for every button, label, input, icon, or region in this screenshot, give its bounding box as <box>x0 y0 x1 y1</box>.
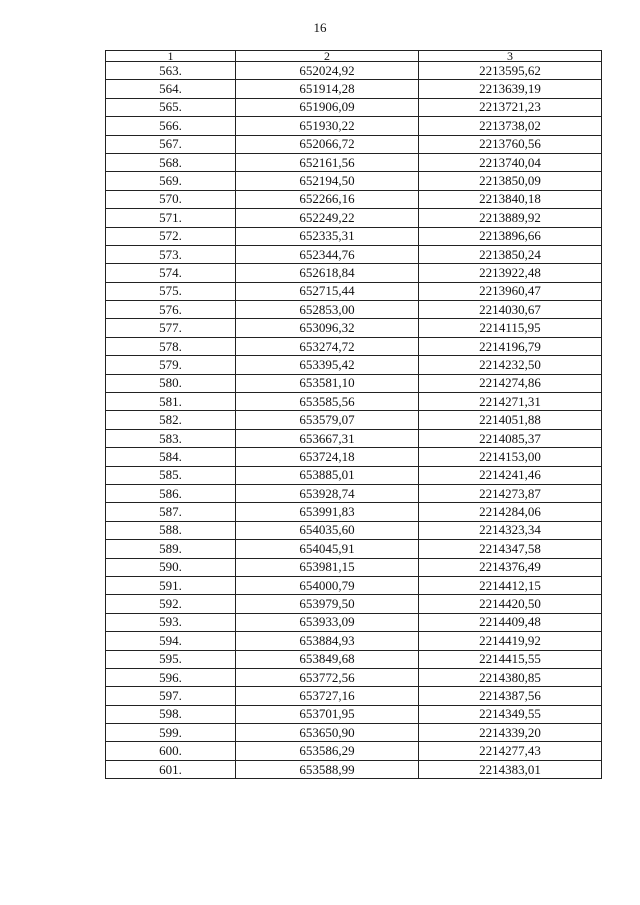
point-number-cell: 578. <box>106 337 236 355</box>
x-coordinate-cell: 653884,93 <box>236 632 419 650</box>
table-row <box>106 540 602 558</box>
table-row <box>106 264 602 282</box>
table-row <box>106 650 602 668</box>
x-coordinate-cell: 653096,32 <box>236 319 419 337</box>
point-number-cell: 566. <box>106 117 236 135</box>
table-row <box>106 374 602 392</box>
table-body <box>106 62 602 779</box>
y-coordinate-cell: 2213738,02 <box>419 117 602 135</box>
y-coordinate-cell: 2213850,24 <box>419 245 602 263</box>
x-coordinate-cell: 652266,16 <box>236 190 419 208</box>
table-row <box>106 429 602 447</box>
table-row <box>106 209 602 227</box>
x-coordinate-cell: 652249,22 <box>236 209 419 227</box>
x-coordinate-cell: 653588,99 <box>236 760 419 778</box>
point-number-cell: 569. <box>106 172 236 190</box>
y-coordinate-cell: 2214196,79 <box>419 337 602 355</box>
table-row <box>106 484 602 502</box>
x-coordinate-cell: 651914,28 <box>236 80 419 98</box>
point-number-cell: 585. <box>106 466 236 484</box>
table-row <box>106 595 602 613</box>
point-number-cell: 571. <box>106 209 236 227</box>
table-row <box>106 62 602 80</box>
y-coordinate-cell: 2214412,15 <box>419 576 602 594</box>
y-coordinate-cell: 2214271,31 <box>419 393 602 411</box>
point-number-cell: 601. <box>106 760 236 778</box>
y-coordinate-cell: 2214115,95 <box>419 319 602 337</box>
x-coordinate-cell: 652066,72 <box>236 135 419 153</box>
table-row <box>106 687 602 705</box>
x-coordinate-cell: 653979,50 <box>236 595 419 613</box>
y-coordinate-cell: 2213639,19 <box>419 80 602 98</box>
x-coordinate-cell: 654035,60 <box>236 521 419 539</box>
table-row <box>106 117 602 135</box>
x-coordinate-cell: 653586,29 <box>236 742 419 760</box>
table-header <box>106 51 602 62</box>
point-number-cell: 596. <box>106 668 236 686</box>
point-number-cell: 583. <box>106 429 236 447</box>
x-coordinate-cell: 654000,79 <box>236 576 419 594</box>
coordinates-table <box>105 50 602 779</box>
x-coordinate-cell: 652161,56 <box>236 153 419 171</box>
x-coordinate-cell: 652335,31 <box>236 227 419 245</box>
y-coordinate-cell: 2214349,55 <box>419 705 602 723</box>
point-number-cell: 595. <box>106 650 236 668</box>
x-coordinate-cell: 653667,31 <box>236 429 419 447</box>
x-coordinate-cell: 653650,90 <box>236 724 419 742</box>
x-coordinate-cell: 654045,91 <box>236 540 419 558</box>
point-number-cell: 563. <box>106 62 236 80</box>
table-row <box>106 153 602 171</box>
point-number-cell: 570. <box>106 190 236 208</box>
y-coordinate-cell: 2213922,48 <box>419 264 602 282</box>
y-coordinate-cell: 2213740,04 <box>419 153 602 171</box>
point-number-cell: 579. <box>106 356 236 374</box>
y-coordinate-cell: 2214284,06 <box>419 503 602 521</box>
y-coordinate-cell: 2214051,88 <box>419 411 602 429</box>
y-coordinate-cell: 2214387,56 <box>419 687 602 705</box>
point-number-cell: 597. <box>106 687 236 705</box>
column-header-3: 3 <box>419 51 602 62</box>
point-number-cell: 594. <box>106 632 236 650</box>
point-number-cell: 576. <box>106 301 236 319</box>
point-number-cell: 588. <box>106 521 236 539</box>
table-row <box>106 724 602 742</box>
y-coordinate-cell: 2214153,00 <box>419 448 602 466</box>
point-number-cell: 600. <box>106 742 236 760</box>
y-coordinate-cell: 2214347,58 <box>419 540 602 558</box>
y-coordinate-cell: 2214085,37 <box>419 429 602 447</box>
y-coordinate-cell: 2214419,92 <box>419 632 602 650</box>
table-row <box>106 521 602 539</box>
y-coordinate-cell: 2214273,87 <box>419 484 602 502</box>
x-coordinate-cell: 653772,56 <box>236 668 419 686</box>
y-coordinate-cell: 2214241,46 <box>419 466 602 484</box>
table-row <box>106 245 602 263</box>
point-number-cell: 568. <box>106 153 236 171</box>
x-coordinate-cell: 653585,56 <box>236 393 419 411</box>
point-number-cell: 598. <box>106 705 236 723</box>
table-row <box>106 576 602 594</box>
x-coordinate-cell: 653885,01 <box>236 466 419 484</box>
table-row <box>106 393 602 411</box>
table-row <box>106 190 602 208</box>
y-coordinate-cell: 2214274,86 <box>419 374 602 392</box>
y-coordinate-cell: 2214376,49 <box>419 558 602 576</box>
point-number-cell: 582. <box>106 411 236 429</box>
table-row <box>106 742 602 760</box>
point-number-cell: 574. <box>106 264 236 282</box>
point-number-cell: 591. <box>106 576 236 594</box>
y-coordinate-cell: 2213960,47 <box>419 282 602 300</box>
point-number-cell: 589. <box>106 540 236 558</box>
table-row <box>106 503 602 521</box>
y-coordinate-cell: 2214339,20 <box>419 724 602 742</box>
y-coordinate-cell: 2214380,85 <box>419 668 602 686</box>
x-coordinate-cell: 652853,00 <box>236 301 419 319</box>
point-number-cell: 592. <box>106 595 236 613</box>
x-coordinate-cell: 652344,76 <box>236 245 419 263</box>
x-coordinate-cell: 652194,50 <box>236 172 419 190</box>
table-row <box>106 668 602 686</box>
x-coordinate-cell: 653579,07 <box>236 411 419 429</box>
table-row <box>106 760 602 778</box>
point-number-cell: 590. <box>106 558 236 576</box>
point-number-cell: 572. <box>106 227 236 245</box>
table-row <box>106 172 602 190</box>
table-row <box>106 301 602 319</box>
x-coordinate-cell: 651930,22 <box>236 117 419 135</box>
y-coordinate-cell: 2214232,50 <box>419 356 602 374</box>
y-coordinate-cell: 2214030,67 <box>419 301 602 319</box>
point-number-cell: 565. <box>106 98 236 116</box>
point-number-cell: 567. <box>106 135 236 153</box>
point-number-cell: 599. <box>106 724 236 742</box>
x-coordinate-cell: 653981,15 <box>236 558 419 576</box>
point-number-cell: 584. <box>106 448 236 466</box>
page-number: 16 <box>313 20 327 35</box>
x-coordinate-cell: 652024,92 <box>236 62 419 80</box>
x-coordinate-cell: 653274,72 <box>236 337 419 355</box>
column-header-2: 2 <box>236 51 419 62</box>
x-coordinate-cell: 652715,44 <box>236 282 419 300</box>
x-coordinate-cell: 652618,84 <box>236 264 419 282</box>
x-coordinate-cell: 653727,16 <box>236 687 419 705</box>
y-coordinate-cell: 2214415,55 <box>419 650 602 668</box>
x-coordinate-cell: 653395,42 <box>236 356 419 374</box>
table-row <box>106 705 602 723</box>
point-number-cell: 564. <box>106 80 236 98</box>
y-coordinate-cell: 2213889,92 <box>419 209 602 227</box>
point-number-cell: 593. <box>106 613 236 631</box>
table-row <box>106 448 602 466</box>
x-coordinate-cell: 653581,10 <box>236 374 419 392</box>
table-row <box>106 135 602 153</box>
point-number-cell: 575. <box>106 282 236 300</box>
x-coordinate-cell: 653701,95 <box>236 705 419 723</box>
table-row <box>106 98 602 116</box>
table-row <box>106 282 602 300</box>
x-coordinate-cell: 653849,68 <box>236 650 419 668</box>
x-coordinate-cell: 653991,83 <box>236 503 419 521</box>
x-coordinate-cell: 653933,09 <box>236 613 419 631</box>
x-coordinate-cell: 651906,09 <box>236 98 419 116</box>
y-coordinate-cell: 2214420,50 <box>419 595 602 613</box>
y-coordinate-cell: 2213721,23 <box>419 98 602 116</box>
column-header-1: 1 <box>106 51 236 62</box>
y-coordinate-cell: 2213896,66 <box>419 227 602 245</box>
table-row <box>106 613 602 631</box>
y-coordinate-cell: 2214383,01 <box>419 760 602 778</box>
y-coordinate-cell: 2213760,56 <box>419 135 602 153</box>
table-row <box>106 466 602 484</box>
y-coordinate-cell: 2213850,09 <box>419 172 602 190</box>
table-row <box>106 411 602 429</box>
point-number-cell: 573. <box>106 245 236 263</box>
table-row <box>106 356 602 374</box>
table-row <box>106 319 602 337</box>
table-row <box>106 632 602 650</box>
point-number-cell: 577. <box>106 319 236 337</box>
point-number-cell: 580. <box>106 374 236 392</box>
y-coordinate-cell: 2214323,34 <box>419 521 602 539</box>
table-row <box>106 227 602 245</box>
y-coordinate-cell: 2213840,18 <box>419 190 602 208</box>
table-row <box>106 337 602 355</box>
x-coordinate-cell: 653724,18 <box>236 448 419 466</box>
y-coordinate-cell: 2213595,62 <box>419 62 602 80</box>
point-number-cell: 586. <box>106 484 236 502</box>
point-number-cell: 581. <box>106 393 236 411</box>
header-row <box>106 51 602 62</box>
y-coordinate-cell: 2214277,43 <box>419 742 602 760</box>
point-number-cell: 587. <box>106 503 236 521</box>
x-coordinate-cell: 653928,74 <box>236 484 419 502</box>
table-row <box>106 80 602 98</box>
table-row <box>106 558 602 576</box>
y-coordinate-cell: 2214409,48 <box>419 613 602 631</box>
